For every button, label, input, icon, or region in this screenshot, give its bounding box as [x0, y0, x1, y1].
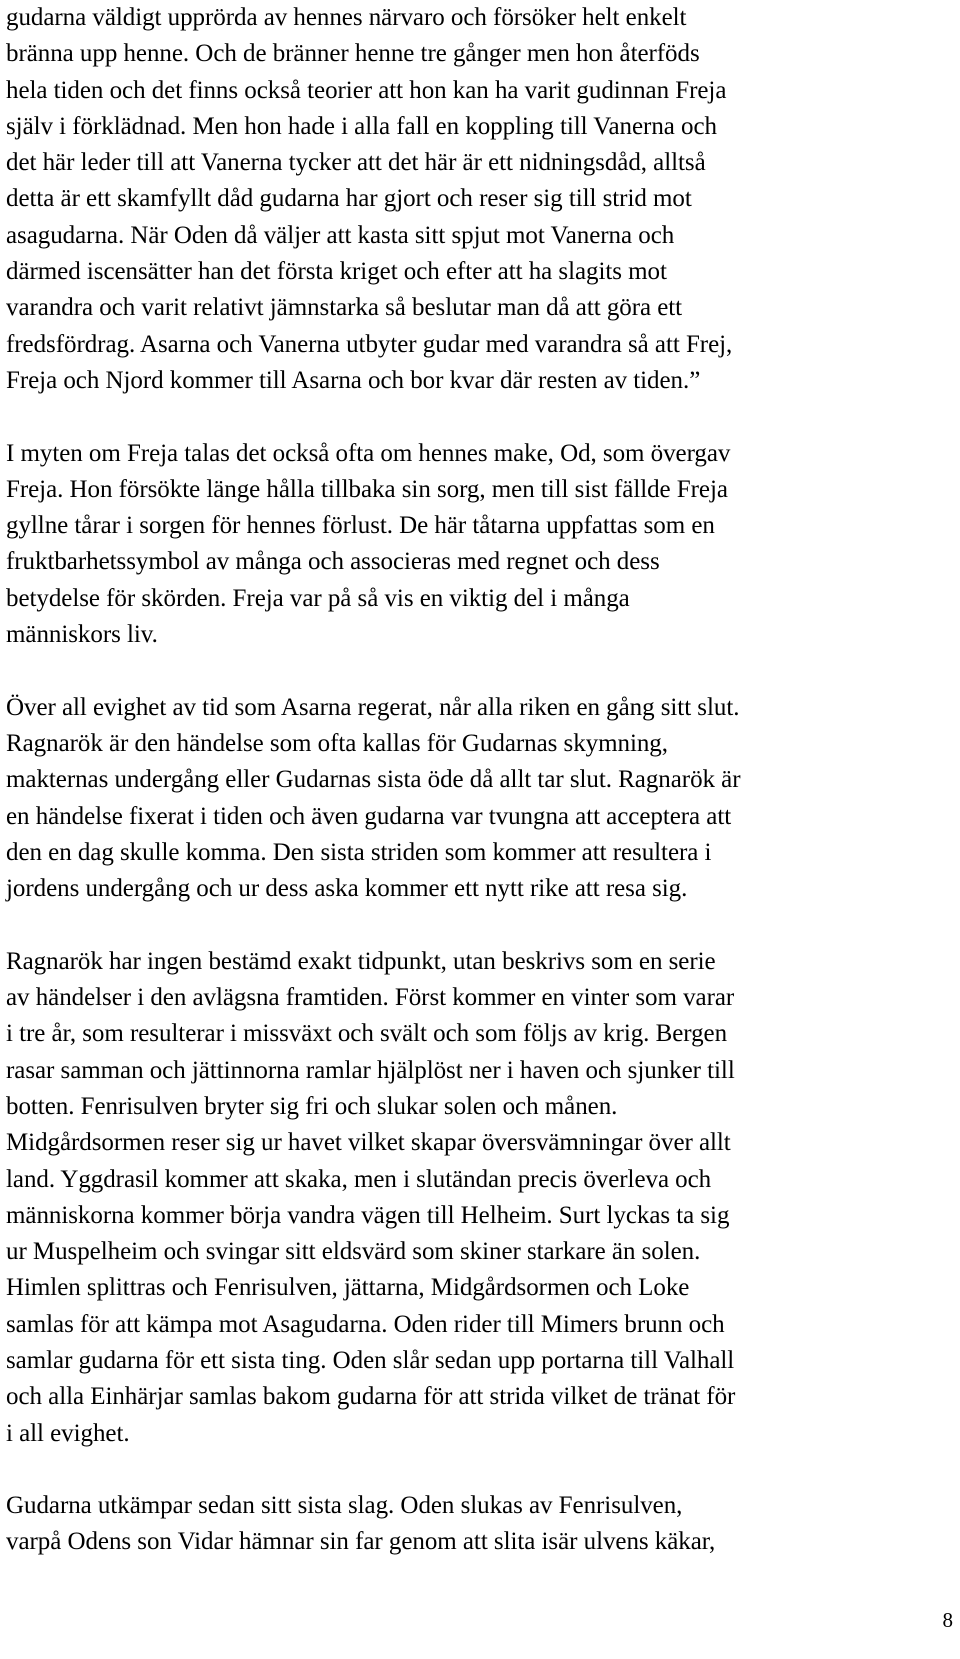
paragraph: Över all evighet av tid som Asarna regerat, når alla riken en gång sitt slut. Ragnarök är den händelse som ofta kallas för Gudarnas skymning, makternas undergång eller Gudarnas sista öde då allt tar slut. Ragnarök är en händelse fixerat i tiden och även gudarna var tvungna att acceptera att den en dag skulle komma. Den sista striden som kommer att resultera i jordens undergång och ur dess aska kommer ett nytt rike att resa sig.: [6, 693, 741, 903]
paragraph: Ragnarök har ingen bestämd exakt tidpunkt, utan beskrivs som en serie av händelser i den avlägsna framtiden. Först kommer en vinter som varar i tre år, som resulterar i missväxt och svält och som följs av krig. Bergen rasar samman och jättinnorna ramlar hjälplöst ner i haven och sjunker till botten. Fenrisulven bryter sig fri och slukar solen och månen. Midgårdsormen reser sig ur havet vilket skapar översvämningar över allt land. Yggdrasil kommer att skaka, men i slutändan precis överleva och människorna kommer börja vandra vägen till Helheim. Surt lyckas ta sig ur Muspelheim och svingar sitt eldsvärd som skiner starkare än solen. Himlen splittras och Fenrisulven, jättarna, Midgårdsormen och Loke samlas för att kämpa mot Asagudarna. Oden rider till Mimers brunn och samlar gudarna för ett sista ting. Oden slår sedan upp portarna till Valhall och alla Einhärjar samlas bakom gudarna för att strida vilket de tränat för i all evighet.: [6, 947, 736, 1447]
page-number: 8: [942, 1608, 953, 1632]
paragraph: I myten om Freja talas det också ofta om hennes make, Od, som övergav Freja. Hon försökte länge hålla tillbaka sin sorg, men till sist fällde Freja gyllne tårar i sorgen för hennes förlust. De här tåtarna uppfattas som en fruktbarhetssymbol av många och associeras med regnet och dess betydelse för skörden. Freja var på så vis en viktig del i många människors liv.: [6, 439, 731, 649]
body-text: [6, 0, 946, 1561]
paragraph: gudarna väldigt upprörda av hennes närvaro och försöker helt enkelt bränna upp henne. Och de bränner henne tre gånger men hon återföds hela tiden och det finns också teorier att hon kan ha varit gudinnan Freja själv i förklädnad. Men hon hade i alla fall en koppling till Vanerna och det här leder till att Vanerna tycker att det här är ett nidningsdåd, alltså detta är ett skamfyllt dåd gudarna har gjort och reser sig till strid mot asagudarna. När Oden då väljer att kasta sitt spjut mot Vanerna och därmed iscensätter han det första kriget och efter att ha slagits mot varandra och varit relativt jämnstarka så beslutar man då att göra ett fredsfördrag. Asarna och Vanerna utbyter gudar med varandra så att Frej, Freja och Njord kommer till Asarna och bor kvar där resten av tiden.”: [6, 4, 733, 394]
paragraph: Gudarna utkämpar sedan sitt sista slag. Oden slukas av Fenrisulven, varpå Odens son Vidar hämnar sin far genom att slita isär ulvens käkar,: [6, 1492, 716, 1556]
